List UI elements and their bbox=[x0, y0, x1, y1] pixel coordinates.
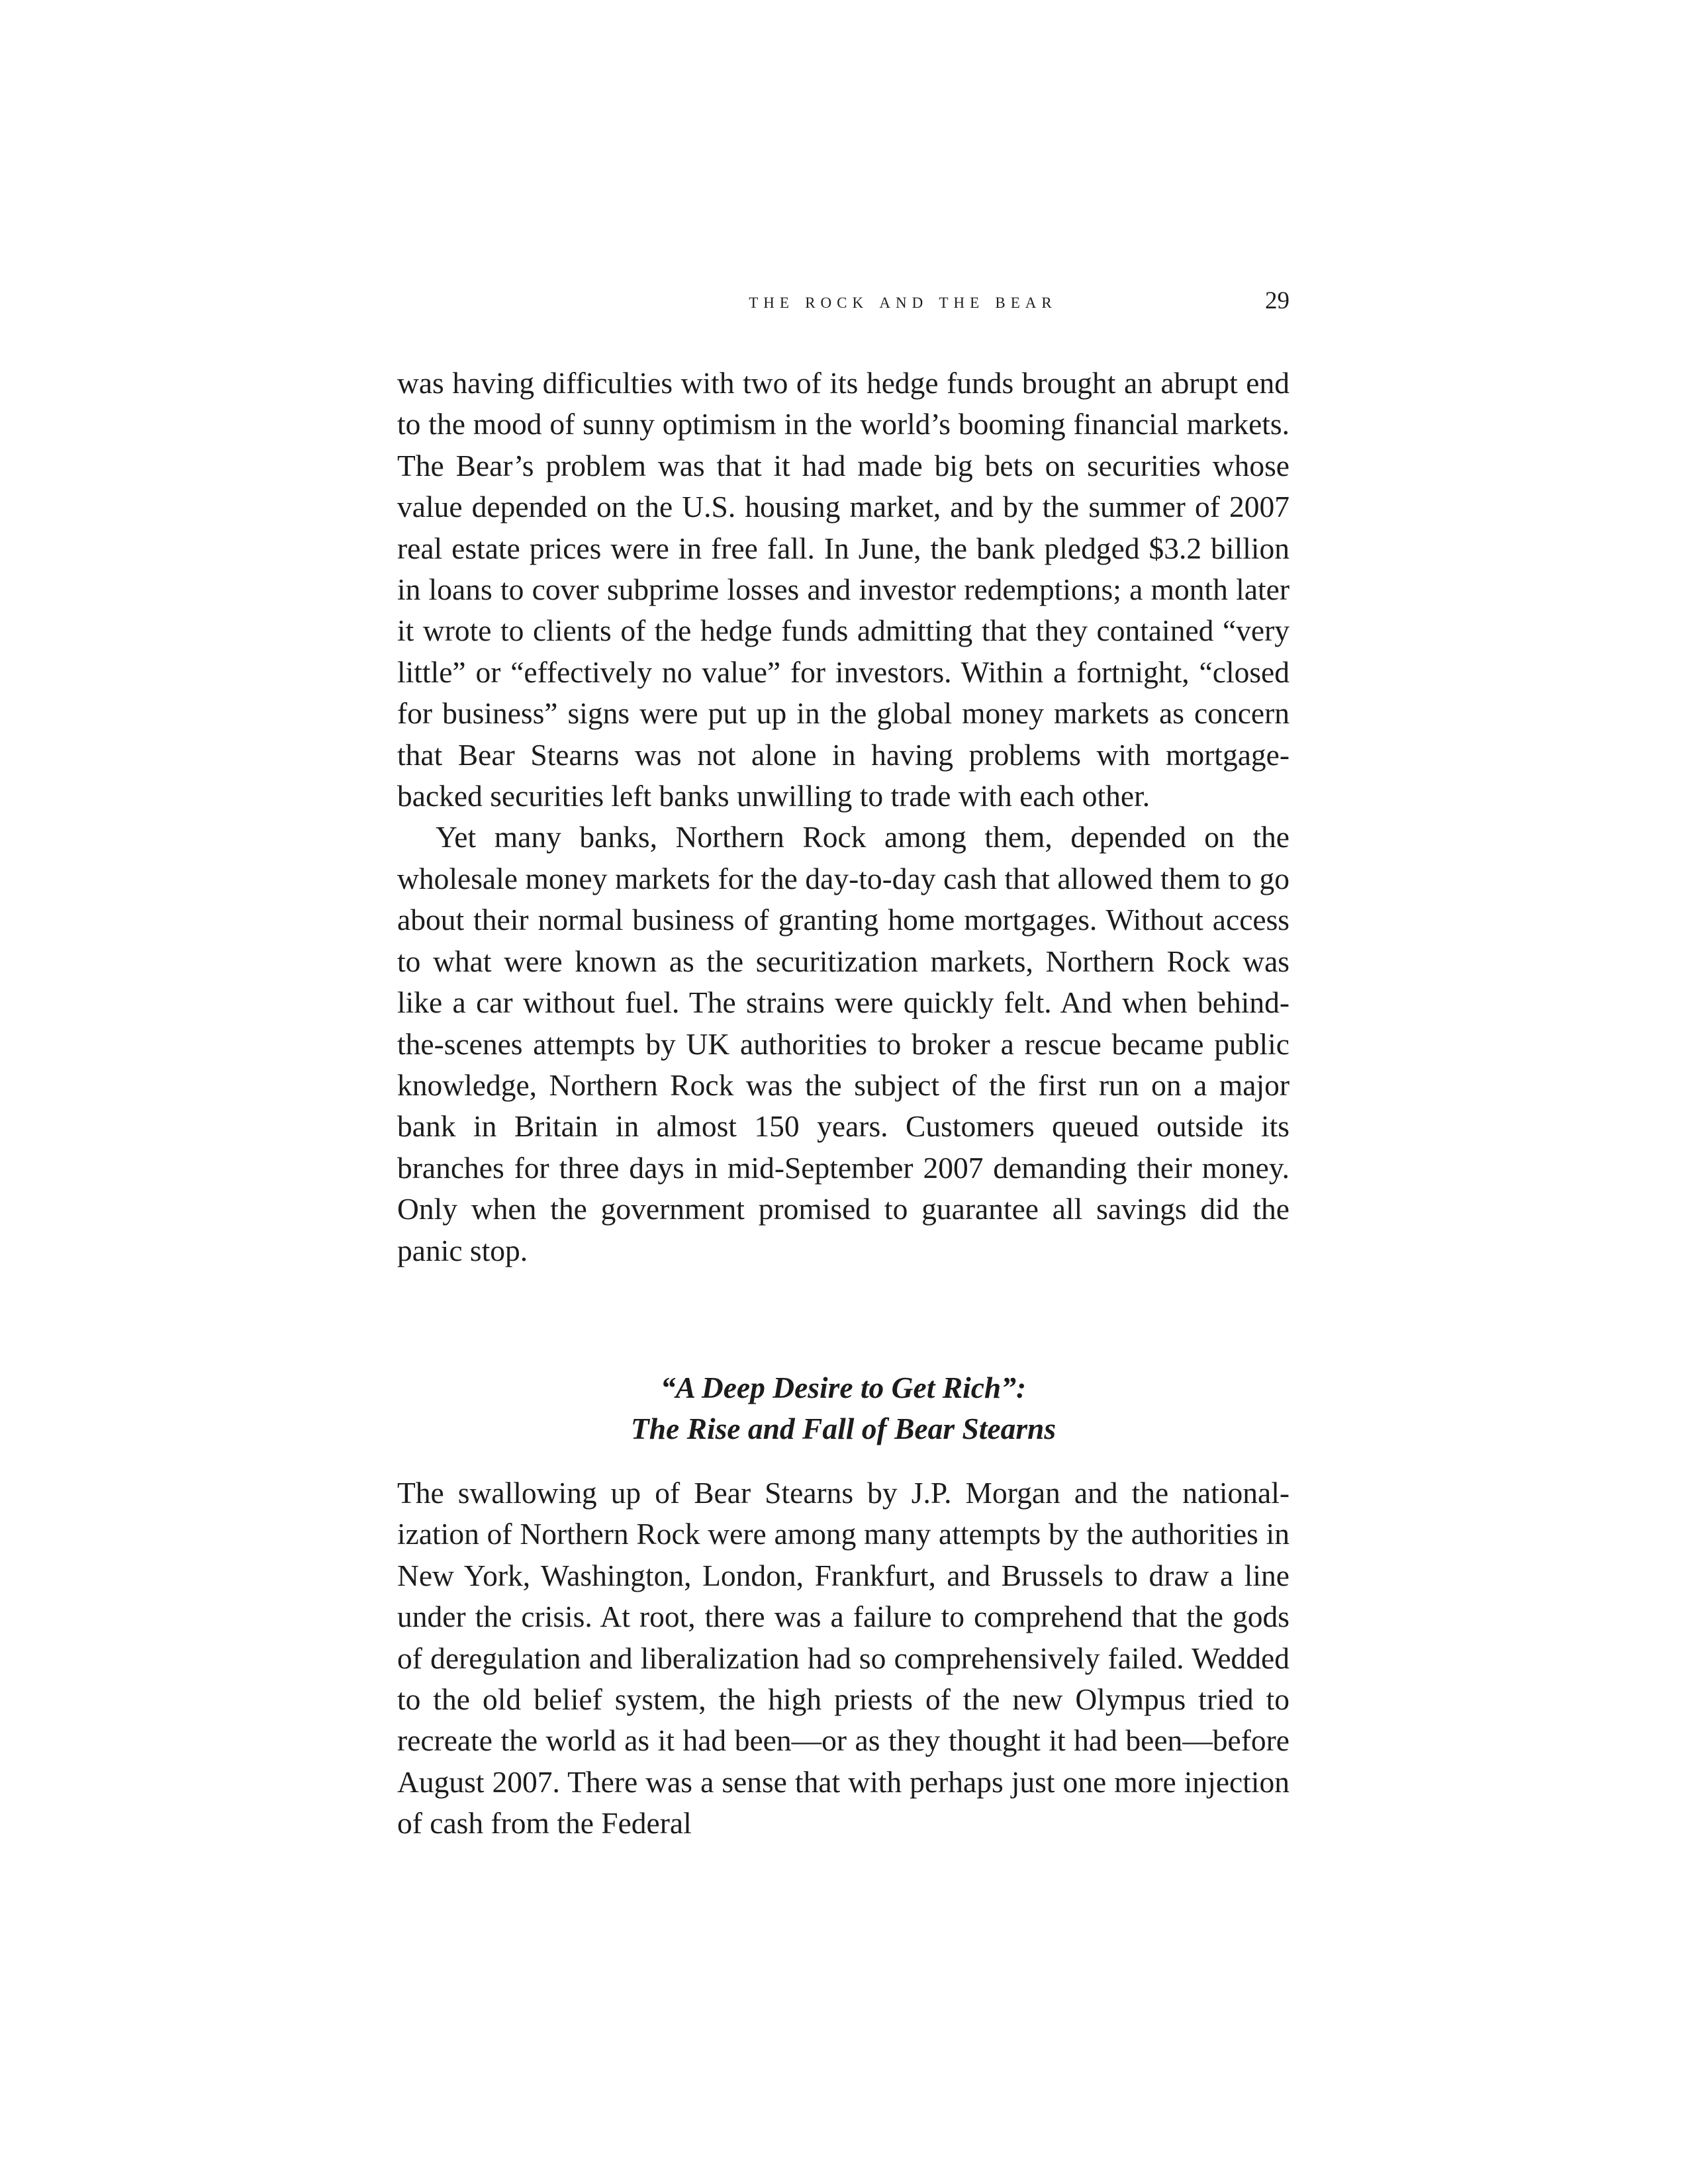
page-number: 29 bbox=[1265, 287, 1289, 314]
paragraph-continued: was having difficulties with two of its hedge funds brought an abrupt end to the mood of sunny optimism in the world’s booming financial markets. The Bear’s problem was that it had made big bets on securities whose value depended on the U.S. housing market, and by the summer of 2007 real estate prices were in free fall. In June, the bank pledged $3.2 billion in loans to cover subprime losses and investor redemptions; a month later it wrote to clients of the hedge funds admitting that they contained “very little” or “effectively no value” for investors. Within a fortnight, “closed for business” signs were put up in the global money markets as concern that Bear Stearns was not alone in having problems with mortgage-backed securities left banks unwilling to trade with each other. bbox=[397, 366, 1289, 813]
subheading-line-1: “A Deep Desire to Get Rich”: bbox=[660, 1371, 1027, 1404]
running-title-text: the rock and the bear bbox=[749, 289, 1057, 313]
running-head bbox=[397, 285, 1289, 318]
section-subheading bbox=[397, 1367, 1289, 1450]
body-text-top bbox=[397, 363, 1289, 1271]
subheading-line-2: The Rise and Fall of Bear Stearns bbox=[630, 1412, 1056, 1446]
paragraph-bear-stearns: The swallowing up of Bear Stearns by J.P. Morgan and the nationalization of Northern Rock were among many attempts by the authorities in New York, Washington, London, Frankfurt, and Brussels to draw a line under the crisis. At root, there was a failure to comprehend that the gods of deregulation and liberalization had so comprehensively failed. Wedded to the old belief system, the high priests of the new Olympus tried to recreate the world as it had been—or as they thought it had been—before August 2007. There was a sense that with perhaps just one more injection of cash from the Federal bbox=[397, 1476, 1289, 1841]
running-title bbox=[397, 285, 1289, 318]
body-text-bottom bbox=[397, 1473, 1289, 1844]
paragraph-northern-rock: Yet many banks, Northern Rock among them, depended on the wholesale money markets for the day-to-day cash that allowed them to go about their normal business of granting home mortgages. Without access to what were known as the securitization markets, Northern Rock was like a car without fuel. The strains were quickly felt. And when behind-the-scenes attempts by UK authorities to broker a rescue became public knowledge, Northern Rock was the subject of the first run on a major bank in Britain in almost 150 years. Customers queued outside its branches for three days in mid-September 2007 demanding their money. Only when the government promised to guarantee all savings did the panic stop. bbox=[397, 820, 1289, 1267]
